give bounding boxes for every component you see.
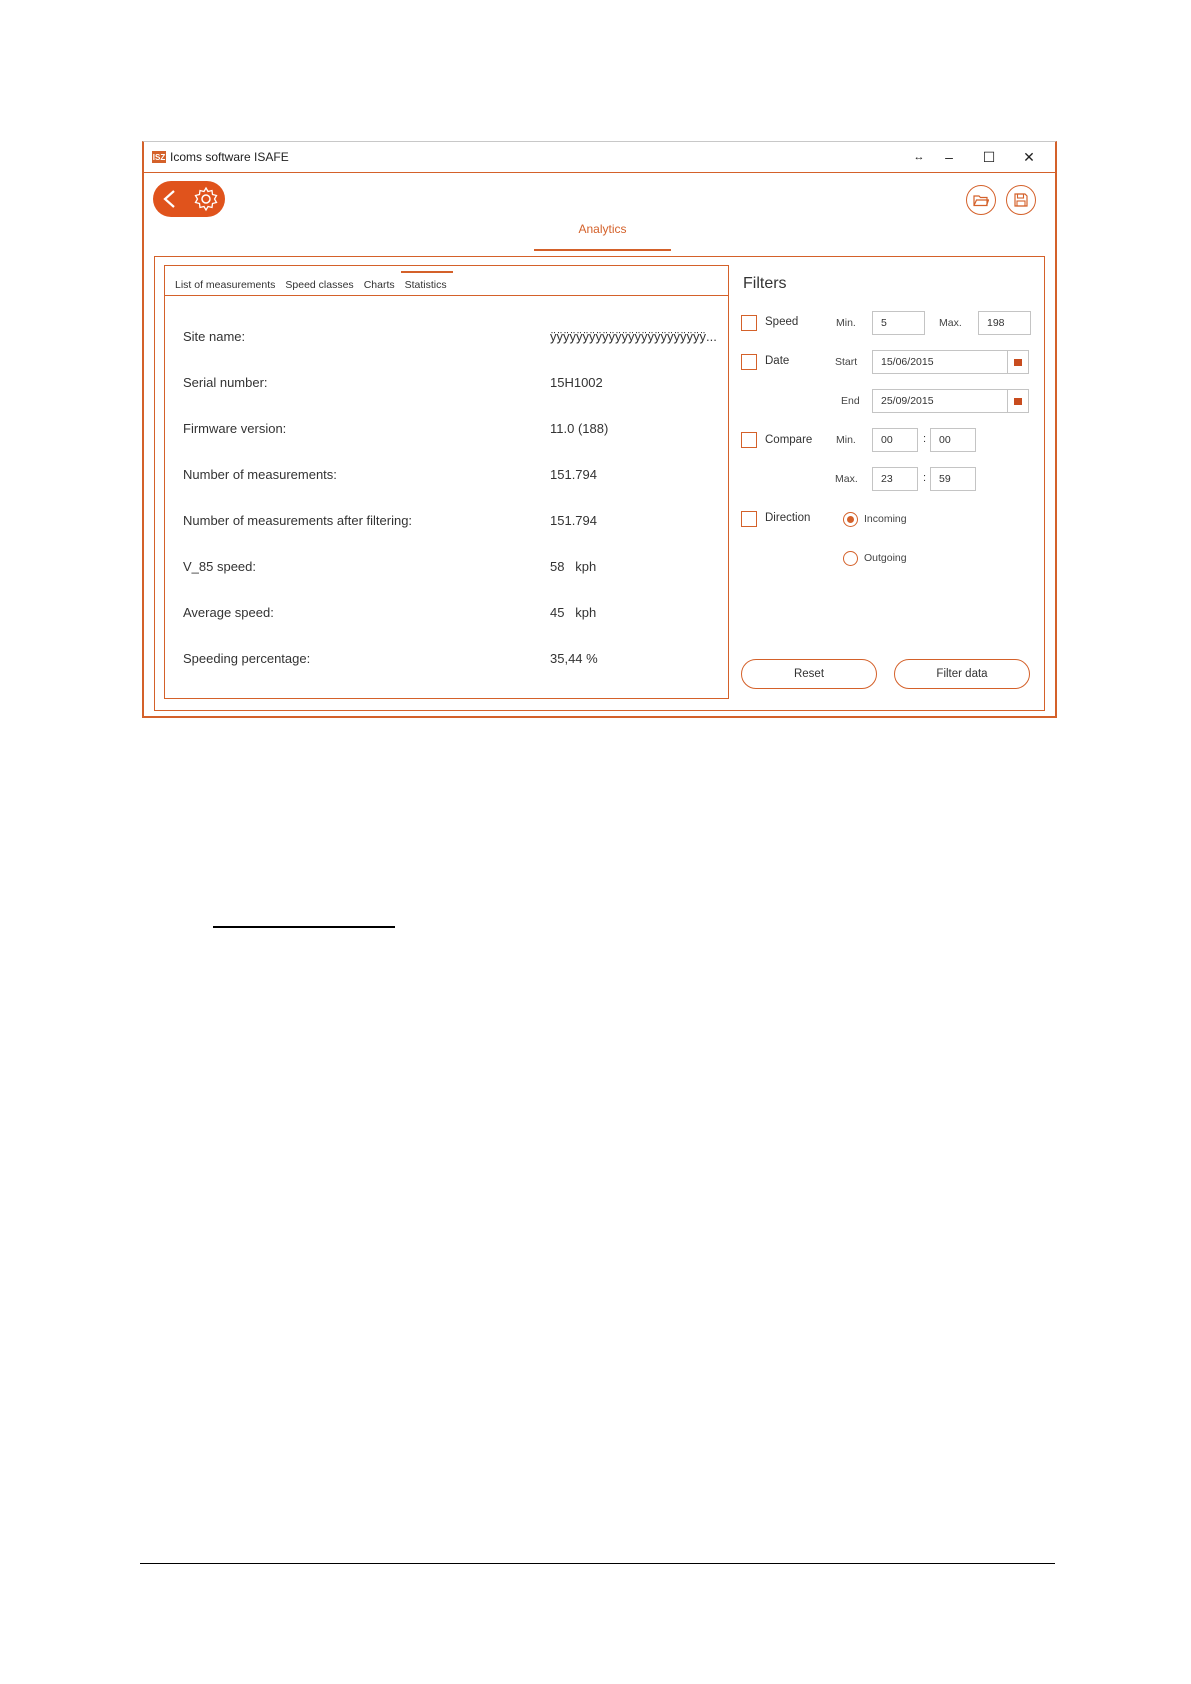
stat-value-measurements: 151.794 (550, 467, 597, 482)
stat-label-site-name: Site name: (183, 329, 246, 344)
compare-min-minute-input[interactable]: 00 (930, 428, 976, 452)
compare-max-label: Max. (835, 473, 858, 485)
stat-value-v85: 58 kph (550, 559, 597, 574)
speed-min-input[interactable]: 5 (872, 311, 925, 335)
speed-max-input[interactable]: 198 (978, 311, 1031, 335)
minimize-button[interactable]: – (945, 149, 953, 165)
stat-value-site-name: ÿÿÿÿÿÿÿÿÿÿÿÿÿÿÿÿÿÿÿÿÿÿÿÿ... (550, 329, 717, 344)
outgoing-radio[interactable] (843, 551, 858, 566)
save-button[interactable] (1006, 185, 1036, 215)
subtab-charts[interactable]: Charts (363, 279, 395, 291)
back-settings-pill[interactable] (153, 181, 225, 217)
title-bar (144, 142, 1055, 173)
subtab-list-of-measurements[interactable]: List of measurements (175, 279, 276, 291)
subtab-speed-classes[interactable]: Speed classes (285, 279, 354, 291)
calendar-end-icon[interactable] (1007, 389, 1029, 413)
date-end-label: End (841, 395, 860, 407)
tab-analytics-underline (534, 249, 671, 251)
compare-min-hour-input[interactable]: 00 (872, 428, 918, 452)
speed-label: Speed (765, 316, 799, 328)
outgoing-label: Outgoing (864, 552, 907, 564)
stat-value-serial-number: 15H1002 (550, 375, 603, 390)
compare-checkbox[interactable] (741, 432, 757, 448)
stat-label-average-speed: Average speed: (183, 605, 274, 620)
stat-label-v85: V_85 speed: (183, 559, 257, 574)
window-title: Icoms software ISAFE (170, 150, 289, 164)
gear-icon[interactable] (193, 186, 219, 212)
stat-label-measurements: Number of measurements: (183, 467, 337, 482)
stat-label-measurements-filtered: Number of measurements after filtering: (183, 513, 413, 528)
tab-analytics[interactable]: Analytics (578, 222, 627, 236)
resize-icon[interactable]: ↔ (913, 151, 925, 163)
app-logo-icon: ISZ (152, 152, 166, 162)
date-start-input[interactable]: 15/06/2015 (872, 350, 1008, 374)
speed-max-label: Max. (939, 317, 962, 329)
time-separator: : (923, 472, 927, 484)
stat-value-speeding: 35,44 % (550, 651, 598, 666)
date-start-label: Start (835, 356, 858, 368)
filters-title: Filters (743, 275, 787, 292)
compare-min-label: Min. (836, 434, 856, 446)
incoming-label: Incoming (864, 513, 907, 525)
stat-label-serial-number: Serial number: (183, 375, 268, 390)
content-frame (154, 256, 1045, 711)
calendar-start-icon[interactable] (1007, 350, 1029, 374)
incoming-radio[interactable] (843, 512, 858, 527)
speed-checkbox[interactable] (741, 315, 757, 331)
speed-min-label: Min. (836, 317, 856, 329)
close-button[interactable]: ✕ (1023, 148, 1035, 165)
statistics-panel (164, 265, 729, 699)
stat-value-measurements-filtered: 151.794 (550, 513, 597, 528)
stat-label-firmware: Firmware version: (183, 421, 287, 436)
page-divider-short (213, 926, 395, 928)
direction-checkbox[interactable] (741, 511, 757, 527)
folder-open-icon (973, 193, 989, 207)
date-end-input[interactable]: 25/09/2015 (872, 389, 1008, 413)
filter-data-button[interactable]: Filter data (894, 659, 1030, 689)
time-separator: : (923, 433, 927, 445)
window-controls (909, 142, 1049, 172)
stat-value-firmware: 11.0 (188) (550, 421, 609, 436)
open-file-button[interactable] (966, 185, 996, 215)
app-window (142, 141, 1057, 718)
save-icon (1014, 193, 1028, 207)
compare-max-hour-input[interactable]: 23 (872, 467, 918, 491)
date-checkbox[interactable] (741, 354, 757, 370)
compare-label: Compare (765, 434, 813, 446)
subtab-statistics[interactable]: Statistics (405, 279, 447, 295)
maximize-button[interactable]: ☐ (982, 148, 996, 165)
subtab-bar (165, 266, 728, 296)
page-footer-line (140, 1563, 1055, 1564)
date-label: Date (765, 355, 790, 367)
chevron-left-icon[interactable] (159, 188, 181, 210)
stat-value-average-speed: 45 kph (550, 605, 597, 620)
reset-button[interactable]: Reset (741, 659, 877, 689)
stat-label-speeding: Speeding percentage: (183, 651, 311, 666)
compare-max-minute-input[interactable]: 59 (930, 467, 976, 491)
direction-label: Direction (765, 512, 811, 524)
